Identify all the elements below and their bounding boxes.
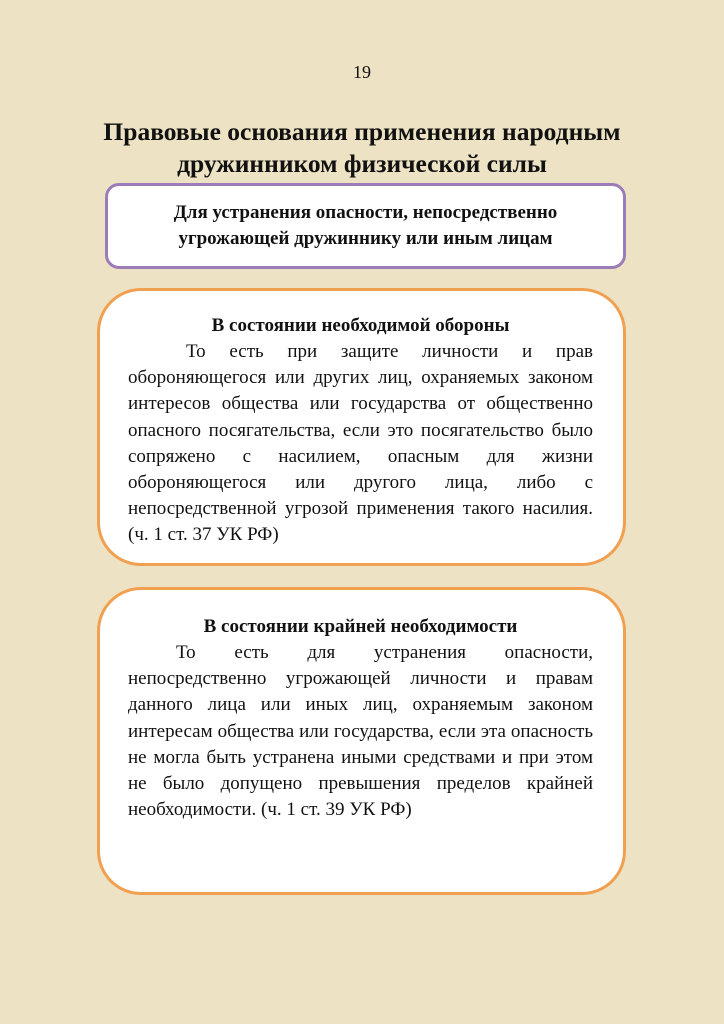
extreme-necessity-body: То есть для устранения опасности, непосредственно угрожающей личности и правам данного лица или иных лиц, охраняемым законом интересам общества или государства, если эта опасность не могла быть устранена иными средствами и при этом не было допущено превышения пределов крайней необходимости. (ч. 1 ст. 39 УК РФ) [128, 642, 593, 821]
page-number: 19 [353, 62, 371, 82]
purpose-box [105, 183, 626, 269]
purpose-box-text: Для устранения опасности, непосредственно угрожающей дружиннику или иным лицам [173, 202, 558, 249]
extreme-necessity-box [97, 587, 626, 895]
page-title: Правовые основания применения народным дружинником физической силы [103, 117, 621, 178]
self-defense-box [97, 288, 626, 566]
self-defense-heading: В состоянии необходимой обороны [211, 315, 510, 336]
self-defense-body: То есть при защите личности и прав обороняющегося или других лиц, охраняемых законом интересов общества или государства от общественно опасного посягательства, если это посягательство было сопряжено с насилием, опасным для жизни обороняющегося или другого лица, либо с непосредственной угрозой применения такого насилия. (ч. 1 ст. 37 УК РФ) [128, 341, 593, 546]
extreme-necessity-heading: В состоянии крайней необходимости [203, 616, 518, 637]
